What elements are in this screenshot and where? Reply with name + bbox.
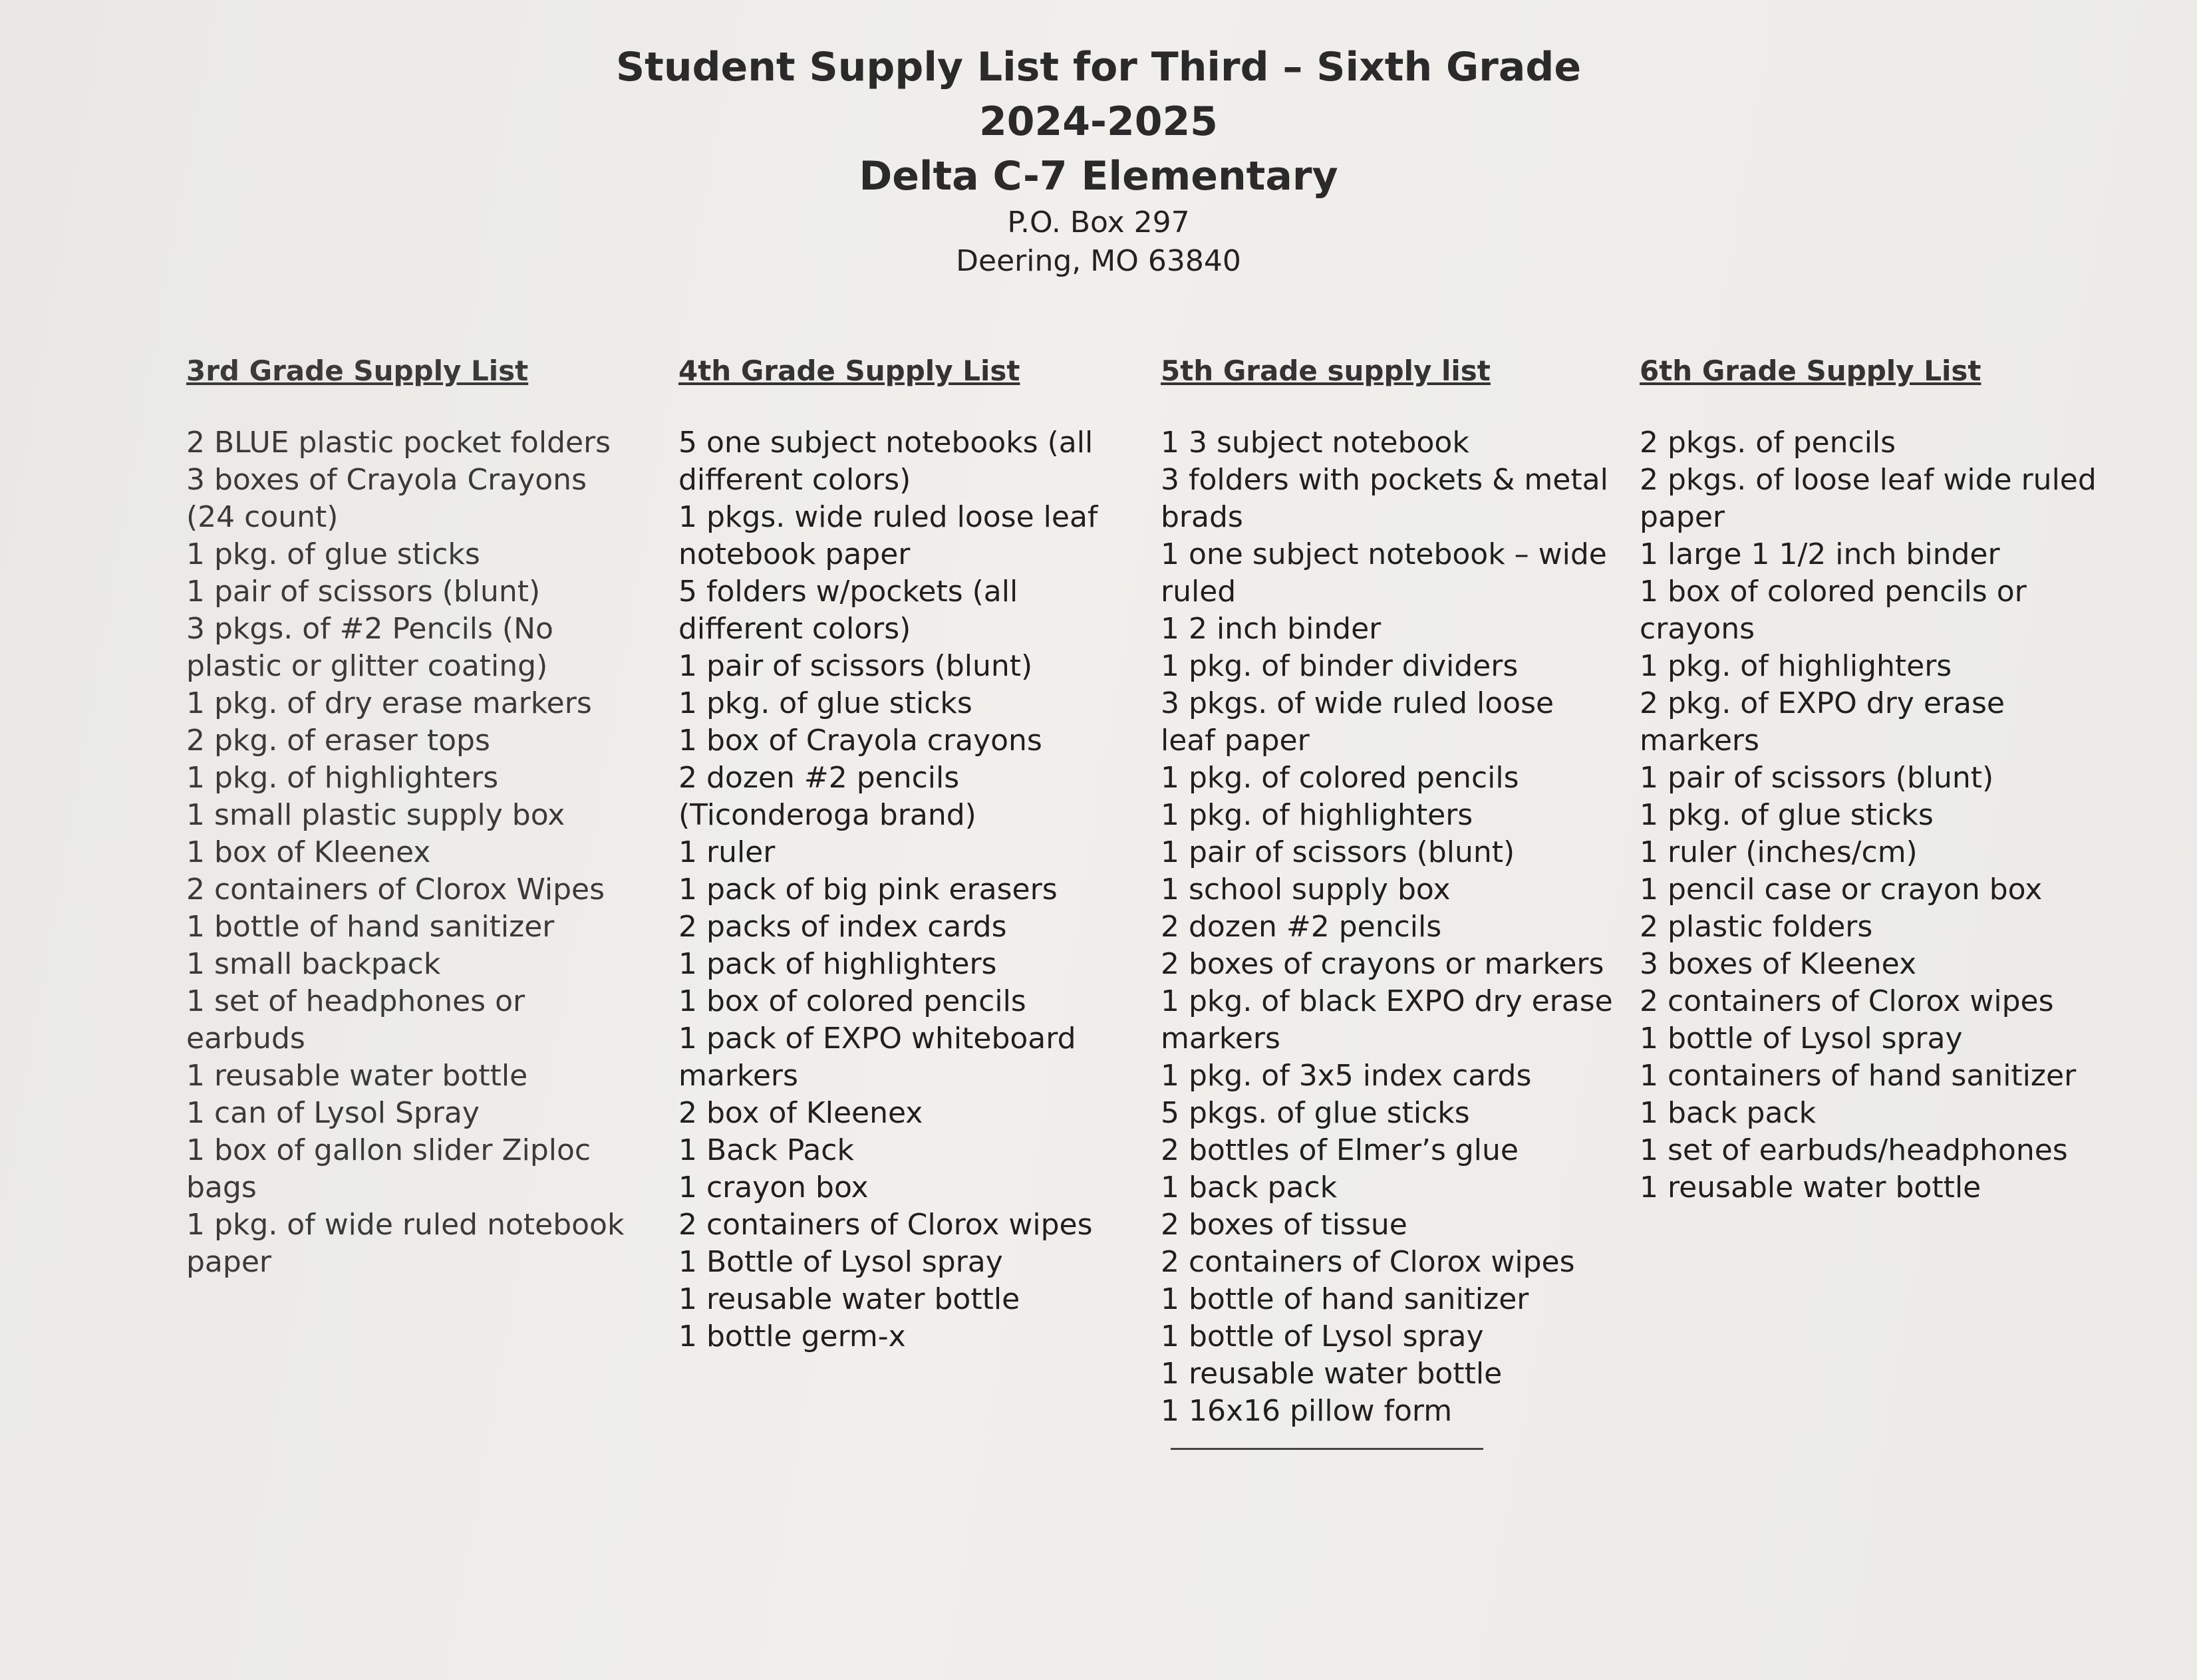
third-grade-list <box>186 424 639 1281</box>
fourth-grade-list <box>678 424 1131 1355</box>
supply-list-item: 1 pair of scissors (blunt) <box>1161 835 1515 869</box>
supply-list-item: 1 school supply box <box>1161 873 1451 907</box>
supply-list-item: 2 boxes of tissue <box>1161 1208 1407 1242</box>
supply-list-item: 1 pair of scissors (blunt) <box>186 575 541 609</box>
supply-list-item: 1 pencil case or crayon box <box>1640 873 2043 907</box>
supply-list-item: 2 containers of Clorox wipes <box>1161 1245 1575 1279</box>
supply-list-item: 1 reusable water bottle <box>678 1282 1020 1316</box>
supply-list-item: 2 box of Kleenex <box>678 1096 923 1130</box>
supply-list-item: 1 bottle of hand sanitizer <box>186 910 555 944</box>
supply-list-item: 1 pkg. of wide ruled notebook paper <box>186 1208 625 1279</box>
supply-list-item: 1 can of Lysol Spray <box>186 1096 480 1130</box>
supply-list-item: 3 boxes of Kleenex <box>1640 947 1916 981</box>
supply-list-item: 1 ruler <box>678 835 776 869</box>
supply-list-item: 2 containers of Clorox wipes <box>678 1208 1093 1242</box>
supply-list-item: 2 pkgs. of pencils <box>1640 426 1896 460</box>
supply-list-item: 1 bottle germ-x <box>678 1320 906 1353</box>
supply-list-item: 1 pack of big pink erasers <box>678 873 1058 907</box>
third-grade-column <box>186 352 639 1281</box>
supply-list-item: 1 16x16 pillow form <box>1161 1394 1453 1428</box>
supply-list-item: 1 pkg. of highlighters <box>1640 649 1952 683</box>
supply-list-item: 1 set of headphones or earbuds <box>186 984 525 1055</box>
supply-list-item: 1 pkg. of glue sticks <box>678 686 972 720</box>
supply-list-item: 1 set of earbuds/headphones <box>1640 1133 2068 1167</box>
supply-list-item: 2 pkg. of EXPO dry erase markers <box>1640 686 2005 758</box>
fifth-grade-heading: 5th Grade supply list <box>1161 354 1491 387</box>
supply-list-item: 1 pkg. of black EXPO dry erase markers <box>1161 984 1613 1055</box>
supply-list-item: 2 containers of Clorox wipes <box>1640 984 2054 1018</box>
supply-list-item: 1 pkg. of glue sticks <box>186 537 480 571</box>
supply-list-item: 1 Bottle of Lysol spray <box>678 1245 1003 1279</box>
fourth-grade-heading: 4th Grade Supply List <box>678 354 1020 387</box>
supply-list-item: 1 pkg. of highlighters <box>1161 798 1473 832</box>
supply-list-item: 1 pkg. of colored pencils <box>1161 761 1519 795</box>
supply-list-item: 1 small backpack <box>186 947 441 981</box>
document-header <box>0 40 2197 281</box>
supply-list-item: 1 pack of EXPO whiteboard markers <box>678 1022 1076 1093</box>
supply-list-item: 1 bottle of Lysol spray <box>1640 1022 1963 1055</box>
supply-list-item: 1 pkg. of binder dividers <box>1161 649 1519 683</box>
address-line-1: P.O. Box 297 <box>1007 206 1190 239</box>
supply-list-item: 5 pkgs. of glue sticks <box>1161 1096 1470 1130</box>
supply-list-item: 1 bottle of Lysol spray <box>1161 1320 1484 1353</box>
supply-list-item: 1 bottle of hand sanitizer <box>1161 1282 1529 1316</box>
supply-list-item: 3 pkgs. of wide ruled loose leaf paper <box>1161 686 1554 758</box>
supply-list-item: 1 reusable water bottle <box>1640 1171 1981 1204</box>
supply-list-item: 2 dozen #2 pencils <box>1161 910 1442 944</box>
supply-list-item: 1 pkg. of 3x5 index cards <box>1161 1059 1532 1093</box>
supply-list-item: 1 containers of hand sanitizer <box>1640 1059 2077 1093</box>
supply-list-item: 2 packs of index cards <box>678 910 1007 944</box>
supply-list-item: 1 box of colored pencils <box>678 984 1026 1018</box>
supply-list-item: 1 pair of scissors (blunt) <box>678 649 1033 683</box>
fifth-grade-divider-line <box>1171 1448 1483 1450</box>
supply-list-item: 1 box of Crayola crayons <box>678 724 1042 758</box>
address-line-2: Deering, MO 63840 <box>956 244 1241 278</box>
fifth-grade-list <box>1161 424 1613 1430</box>
supply-list-item: 5 one subject notebooks (all different colors) <box>678 426 1094 497</box>
supply-list-item: 1 box of colored pencils or crayons <box>1640 575 2027 646</box>
supply-list-item: 1 pair of scissors (blunt) <box>1640 761 1994 795</box>
sixth-grade-list <box>1640 424 2097 1206</box>
supply-list-item: 1 pkg. of dry erase markers <box>186 686 592 720</box>
supply-list-item: 2 boxes of crayons or markers <box>1161 947 1604 981</box>
fifth-grade-column <box>1161 352 1613 1430</box>
supply-list-item: 1 box of Kleenex <box>186 835 431 869</box>
supply-list-item: 3 pkgs. of #2 Pencils (No plastic or glitter coating) <box>186 612 553 683</box>
supply-list-item: 1 reusable water bottle <box>1161 1357 1503 1391</box>
school-name: Delta C-7 Elementary <box>859 153 1338 200</box>
supply-list-item: 5 folders w/pockets (all different colors) <box>678 575 1018 646</box>
supply-list-item: 1 crayon box <box>678 1171 869 1204</box>
supply-list-item: 2 BLUE plastic pocket folders <box>186 426 611 460</box>
supply-list-item: 1 pkg. of highlighters <box>186 761 499 795</box>
supply-list-item: 2 pkgs. of loose leaf wide ruled paper <box>1640 463 2097 534</box>
supply-list-item: 1 box of gallon slider Ziploc bags <box>186 1133 591 1204</box>
school-year: 2024-2025 <box>979 98 1218 145</box>
supply-list-item: 2 pkg. of eraser tops <box>186 724 490 758</box>
sixth-grade-column <box>1640 352 2097 1206</box>
supply-list-item: 2 containers of Clorox Wipes <box>186 873 605 907</box>
third-grade-heading: 3rd Grade Supply List <box>186 354 529 387</box>
supply-list-item: 1 reusable water bottle <box>186 1059 528 1093</box>
supply-list-item: 1 pkg. of glue sticks <box>1640 798 1934 832</box>
supply-list-item: 1 3 subject notebook <box>1161 426 1469 460</box>
supply-list-item: 1 2 inch binder <box>1161 612 1382 646</box>
supply-list-item: 1 ruler (inches/cm) <box>1640 835 1918 869</box>
supply-list-item: 1 small plastic supply box <box>186 798 565 832</box>
supply-list-item: 2 dozen #2 pencils (Ticonderoga brand) <box>678 761 976 832</box>
supply-list-item: 1 back pack <box>1640 1096 1817 1130</box>
supply-list-item: 3 folders with pockets & metal brads <box>1161 463 1608 534</box>
supply-list-item: 1 pack of highlighters <box>678 947 997 981</box>
supply-list-item: 2 bottles of Elmer’s glue <box>1161 1133 1519 1167</box>
sixth-grade-heading: 6th Grade Supply List <box>1640 354 1981 387</box>
supply-list-item: 1 Back Pack <box>678 1133 854 1167</box>
fourth-grade-column <box>678 352 1131 1355</box>
supply-list-item: 3 boxes of Crayola Crayons (24 count) <box>186 463 587 534</box>
document-title: Student Supply List for Third – Sixth Grade <box>615 44 1582 90</box>
supply-list-item: 1 one subject notebook – wide ruled <box>1161 537 1607 609</box>
supply-list-item: 1 back pack <box>1161 1171 1338 1204</box>
supply-list-item: 2 plastic folders <box>1640 910 1873 944</box>
supply-list-item: 1 pkgs. wide ruled loose leaf notebook paper <box>678 500 1098 571</box>
supply-list-item: 1 large 1 1/2 inch binder <box>1640 537 2000 571</box>
